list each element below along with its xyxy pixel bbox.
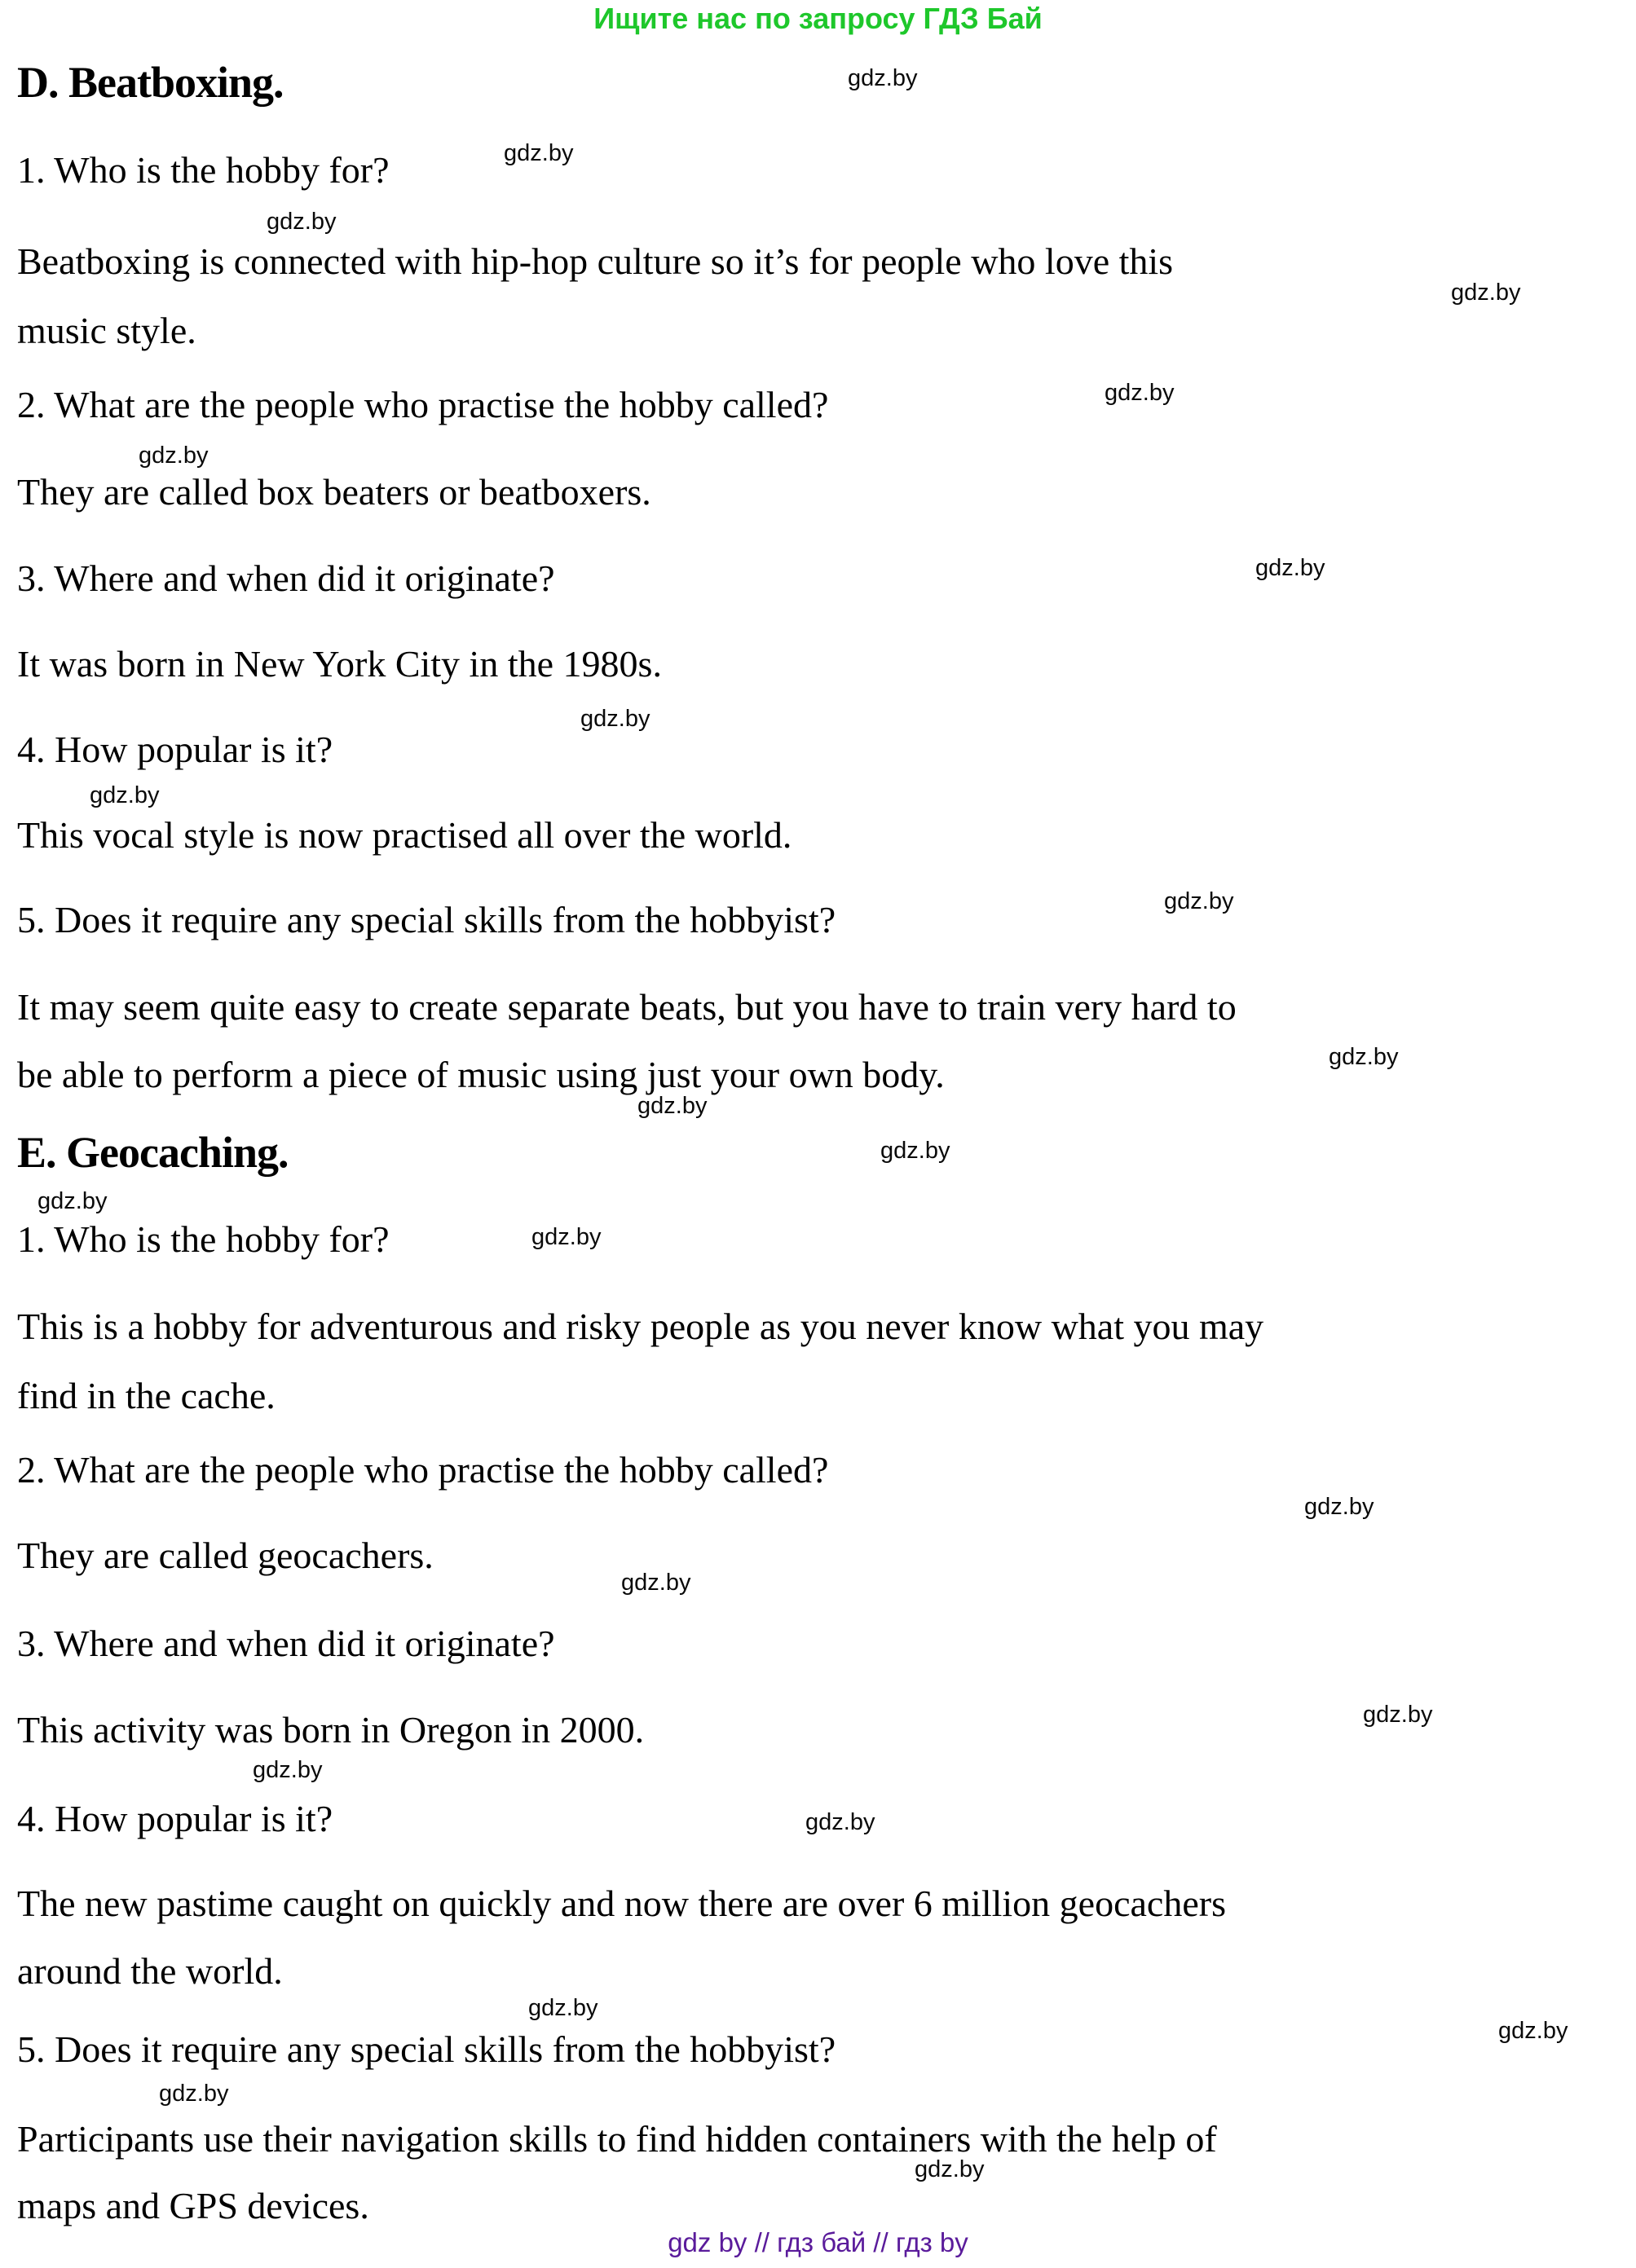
- gdz-watermark: gdz.by: [1329, 1044, 1399, 1070]
- gdz-watermark: gdz.by: [848, 65, 918, 91]
- question-text: 2. What are the people who practise the hobby called?: [17, 1449, 829, 1491]
- answer-line: It was born in New York City in the 1980s.: [17, 643, 662, 685]
- gdz-watermark: gdz.by: [267, 209, 337, 235]
- question-text: 4. How popular is it?: [17, 1798, 333, 1839]
- answer-line: They are called geocachers.: [17, 1535, 434, 1576]
- question-text: 2. What are the people who practise the hobby called?: [17, 384, 829, 425]
- answer-line: They are called box beaters or beatboxers.: [17, 471, 651, 513]
- answer-line: This activity was born in Oregon in 2000.: [17, 1709, 645, 1751]
- answer-line: maps and GPS devices.: [17, 2185, 369, 2226]
- answer-line: It may seem quite easy to create separate beats, but you have to train very hard to: [17, 986, 1237, 1028]
- answer-line: The new pastime caught on quickly and now there are over 6 million geocachers: [17, 1883, 1226, 1924]
- question-text: 4. How popular is it?: [17, 729, 333, 770]
- question-text: 5. Does it require any special skills from the hobbyist?: [17, 899, 836, 940]
- gdz-watermark: gdz.by: [880, 1138, 950, 1164]
- gdz-watermark: gdz.by: [531, 1224, 602, 1250]
- gdz-watermark: gdz.by: [621, 1570, 691, 1596]
- gdz-watermark: gdz.by: [253, 1757, 323, 1783]
- answer-line: Participants use their navigation skills to find hidden containers with the help of: [17, 2118, 1217, 2160]
- gdz-watermark: gdz.by: [805, 1809, 875, 1835]
- gdz-watermark: gdz.by: [37, 1188, 108, 1214]
- footer-links[interactable]: gdz by // гдз бай // гдз by: [668, 2227, 968, 2257]
- answer-line: This vocal style is now practised all over the world.: [17, 814, 792, 856]
- answer-line: Beatboxing is connected with hip-hop culture so it’s for people who love this: [17, 240, 1174, 282]
- gdz-watermark: gdz.by: [139, 443, 209, 469]
- gdz-watermark: gdz.by: [159, 2081, 229, 2107]
- answer-line: This is a hobby for adventurous and risky people as you never know what you may: [17, 1306, 1264, 1347]
- question-text: 3. Where and when did it originate?: [17, 1623, 555, 1664]
- question-text: 1. Who is the hobby for?: [17, 149, 390, 191]
- answer-line: around the world.: [17, 1950, 283, 1992]
- question-text: 3. Where and when did it originate?: [17, 557, 555, 599]
- gdz-watermark: gdz.by: [1105, 380, 1175, 406]
- gdz-watermark: gdz.by: [915, 2156, 985, 2182]
- answer-line: music style.: [17, 310, 196, 351]
- gdz-watermark: gdz.by: [1164, 888, 1234, 914]
- gdz-watermark: gdz.by: [1451, 280, 1521, 306]
- gdz-watermark: gdz.by: [528, 1995, 598, 2021]
- section-heading-d: D. Beatboxing.: [17, 58, 284, 107]
- gdz-watermark: gdz.by: [1304, 1494, 1374, 1520]
- gdz-watermark: gdz.by: [1498, 2018, 1568, 2044]
- question-text: 1. Who is the hobby for?: [17, 1218, 390, 1260]
- answer-line: find in the cache.: [17, 1375, 276, 1416]
- section-heading-e: E. Geocaching.: [17, 1128, 289, 1177]
- gdz-watermark: gdz.by: [1363, 1702, 1433, 1728]
- gdz-watermark: gdz.by: [580, 706, 650, 732]
- question-text: 5. Does it require any special skills from the hobbyist?: [17, 2028, 836, 2070]
- answer-line: be able to perform a piece of music using just your own body.: [17, 1054, 945, 1095]
- gdz-watermark: gdz.by: [1255, 555, 1325, 581]
- top-banner: Ищите нас по запросу ГДЗ Бай: [593, 2, 1043, 35]
- gdz-watermark: gdz.by: [637, 1093, 708, 1119]
- gdz-watermark: gdz.by: [90, 782, 160, 808]
- gdz-watermark: gdz.by: [504, 140, 574, 166]
